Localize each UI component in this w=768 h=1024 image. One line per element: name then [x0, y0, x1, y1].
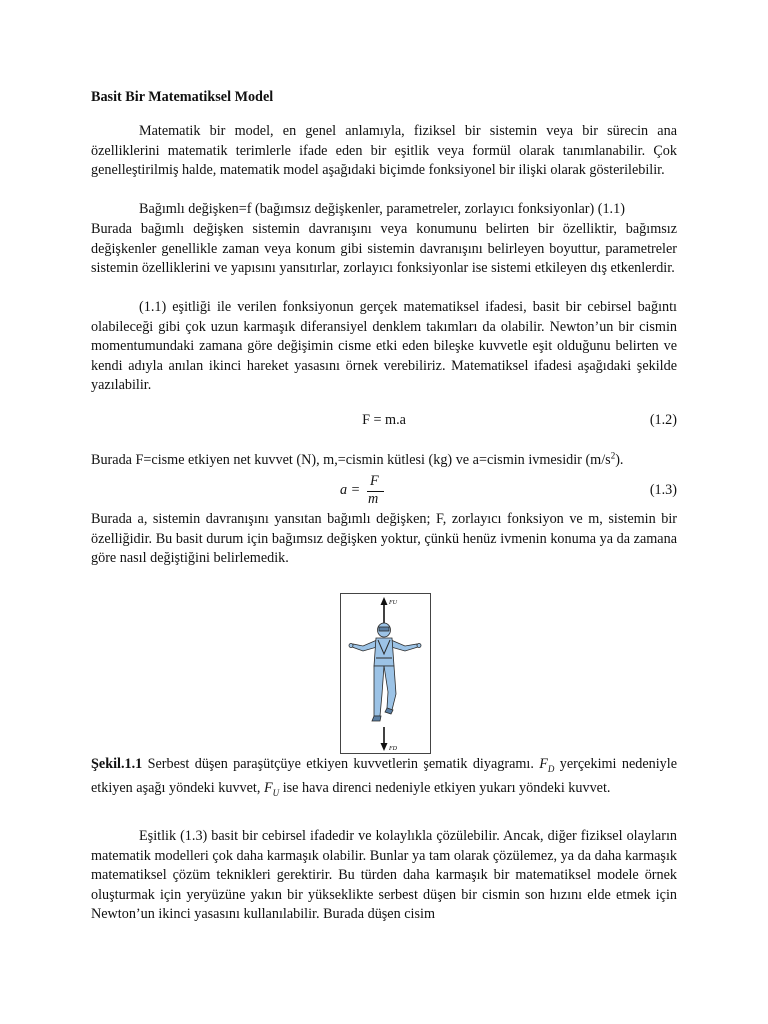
symbol-fd-base: F — [539, 756, 548, 772]
parachutist-force-diagram — [340, 593, 431, 754]
paragraph-variables-explained: Burada bağımlı değişken sistemin davranışını veya konumunu belirten bir özelliktir, bağımsız değişkenler genellikle zaman veya konum gibi sistemin davranışını belirleyen boyuttur, parametreler sistemin özelliklerini ve yapısını yansıtırlar, zorlayıcı fonksiyonlar ise sistemi etkileyen dış etkenlerdir. — [91, 221, 677, 277]
parachutist-figure — [341, 594, 430, 753]
downward-arrow-head — [381, 743, 388, 751]
parachutist-icon — [349, 623, 421, 721]
symbol-fd-sub: D — [547, 763, 555, 774]
force-definitions-end: ). — [615, 452, 624, 468]
unit-exponent: 2 — [610, 450, 616, 461]
paragraph-complex-models: Eşitlik (1.3) basit bir cebirsel ifadedir ve kolaylıkla çözülebilir. Ancak, diğer fiziksel olayların matematik modelleri çok daha karmaşık olabilir. Bunlar ya tam olarak çözülemez, ya da daha karmaşık matematiksel çözüm teknikleri gerektirir. Bu türden daha karmaşık bir matematiksel modele örnek oluşturmak için yeryüzüne yakın bir yükseklikte serbest düşen bir cismin son hızını elde etmek için Newton’un ikinci yasasını kullanılabilir. Burada düşen cisim — [91, 828, 677, 923]
equation-1-3-lhs: a = — [340, 482, 361, 498]
force-definitions-text: Burada F=cisme etkiyen net kuvvet (N), m,=cismin kütlesi (kg) ve a=cismin ivmesidir (m/s — [91, 452, 611, 468]
figure-label: Şekil.1.1 — [91, 756, 143, 772]
equation-1-2-number: (1.2) — [649, 412, 677, 428]
paragraph-newton-law: (1.1) eşitliği ile verilen fonksiyonun gerçek matematiksel ifadesi, basit bir cebirsel bağıntı olabileceği gibi çok uzun karmaşık diferansiyel denklem takımları da olabilir. Newton’un bir cismin momentumundaki zamana göre değişimin cisme etki eden bileşke kuvvetle eşit olduğunu belirten ve kendi adıyla anılan ikinci hareket yasasını örnek verebiliriz. Matematiksel ifadesi aşağıdaki şekilde yazılabilir. — [91, 299, 677, 394]
equation-1-3 — [91, 481, 677, 501]
symbol-fu-base: F — [263, 780, 273, 797]
upward-arrow-head — [381, 597, 388, 605]
equation-1-3-denominator: m — [368, 491, 379, 507]
caption-text-1: Serbest düşen paraşütçüye etkiyen kuvvetlerin şematik diyagramı. — [142, 756, 540, 772]
caption-text-3: ise hava direnci nedeniyle etkiyen yukarı yöndeki kuvvet. — [279, 780, 611, 797]
symbol-fd — [539, 756, 554, 772]
paragraph-function-definition: Bağımlı değişken=f (bağımsız değişkenler, parametreler, zorlayıcı fonksiyonlar) (1.1) — [139, 201, 625, 217]
paragraph-intro: Matematik bir model, en genel anlamıyla, fiziksel bir sistemin veya bir sürecin ana özelliklerini matematik terimlerle ifade eden bir eşitlik veya formül olarak tanımlanabilir. Çok genelleştirilmiş halde, matematik model aşağıdaki biçimde fonksiyonel bir ilişki olarak gösterilebilir. — [91, 123, 677, 179]
equation-1-2-formula: F = m.a — [362, 412, 406, 428]
section-heading: Basit Bir Matematiksel Model — [91, 89, 274, 105]
label-fd: FD — [389, 746, 397, 752]
equation-1-2 — [91, 411, 677, 431]
caption-text-2: yerçekimi nedeniyle etkiyen aşağı yöndeki kuvvet, — [91, 756, 677, 797]
equation-1-3-numerator: F — [370, 473, 379, 489]
symbol-fu-sub: U — [272, 788, 280, 799]
figure-caption — [91, 755, 677, 804]
symbol-fu — [263, 780, 280, 799]
equation-1-3-number: (1.3) — [649, 482, 677, 498]
paragraph-variables-roles: Burada a, sistemin davranışını yansıtan bağımlı değişken; F, zorlayıcı fonksiyon ve m, sistemin bir özelliğidir. Bu basit durum için bağımsız değişken yoktur, çünkü henüz ivmenin konuma ya da zamana göre nasıl değiştiğini belirlemedik. — [91, 511, 677, 567]
label-fu: FU — [389, 600, 397, 606]
paragraph-force-definitions — [91, 451, 677, 471]
